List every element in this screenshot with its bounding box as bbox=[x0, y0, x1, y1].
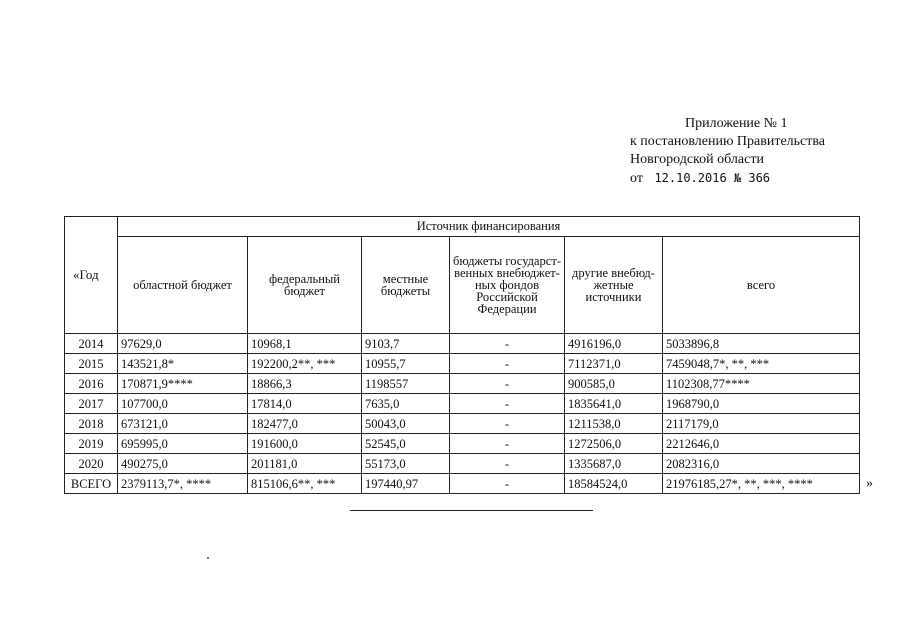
total-cell: 2212646,0 bbox=[663, 434, 860, 454]
year-cell: 2018 bbox=[65, 414, 118, 434]
local-cell: 10955,7 bbox=[362, 354, 450, 374]
state-funds-cell: - bbox=[450, 394, 565, 414]
column-header-federal: федеральный бюджет bbox=[248, 237, 362, 334]
total-cell: 5033896,8 bbox=[663, 334, 860, 354]
date-prefix: от bbox=[630, 171, 643, 186]
year-cell: 2014 bbox=[65, 334, 118, 354]
scan-speck bbox=[207, 557, 209, 559]
total-cell: 7459048,7*, **, *** bbox=[663, 354, 860, 374]
other-sources-cell: 18584524,0 bbox=[565, 474, 663, 494]
table-row bbox=[65, 474, 860, 494]
regional-cell: 97629,0 bbox=[118, 334, 248, 354]
financing-source-header: Источник финансирования bbox=[118, 217, 860, 237]
year-column-header: «Год bbox=[65, 217, 118, 334]
column-header-total: всего bbox=[663, 237, 860, 334]
appendix-decree-line: к постановлению Правительства bbox=[630, 134, 826, 149]
state-funds-cell: - bbox=[450, 414, 565, 434]
regional-cell: 107700,0 bbox=[118, 394, 248, 414]
table-row bbox=[65, 374, 860, 394]
regional-cell: 170871,9**** bbox=[118, 374, 248, 394]
local-cell: 52545,0 bbox=[362, 434, 450, 454]
other-sources-cell: 4916196,0 bbox=[565, 334, 663, 354]
other-sources-cell: 1211538,0 bbox=[565, 414, 663, 434]
total-cell: 2082316,0 bbox=[663, 454, 860, 474]
local-cell: 1198557 bbox=[362, 374, 450, 394]
federal-cell: 18866,3 bbox=[248, 374, 362, 394]
other-sources-cell: 1335687,0 bbox=[565, 454, 663, 474]
table-row bbox=[65, 354, 860, 374]
federal-cell: 10968,1 bbox=[248, 334, 362, 354]
year-cell: 2016 bbox=[65, 374, 118, 394]
separator-line bbox=[350, 510, 593, 511]
table-row bbox=[65, 414, 860, 434]
total-cell: 21976185,27*, **, ***, **** bbox=[663, 474, 860, 494]
other-sources-cell: 900585,0 bbox=[565, 374, 663, 394]
state-funds-cell: - bbox=[450, 374, 565, 394]
financing-table bbox=[64, 216, 860, 494]
state-funds-cell: - bbox=[450, 334, 565, 354]
year-cell: 2019 bbox=[65, 434, 118, 454]
appendix-region-line: Новгородской области bbox=[630, 152, 764, 167]
total-cell: 1102308,77**** bbox=[663, 374, 860, 394]
state-funds-cell: - bbox=[450, 474, 565, 494]
federal-cell: 17814,0 bbox=[248, 394, 362, 414]
column-headers bbox=[65, 237, 860, 334]
other-sources-cell: 7112371,0 bbox=[565, 354, 663, 374]
table-row bbox=[65, 454, 860, 474]
federal-cell: 815106,6**, *** bbox=[248, 474, 362, 494]
appendix-date-line bbox=[630, 169, 825, 188]
total-cell: 1968790,0 bbox=[663, 394, 860, 414]
state-funds-cell: - bbox=[450, 354, 565, 374]
appendix-heading bbox=[630, 115, 825, 188]
federal-cell: 182477,0 bbox=[248, 414, 362, 434]
regional-cell: 673121,0 bbox=[118, 414, 248, 434]
appendix-number: Приложение № 1 bbox=[685, 116, 788, 131]
year-cell: 2017 bbox=[65, 394, 118, 414]
other-sources-cell: 1835641,0 bbox=[565, 394, 663, 414]
local-cell: 9103,7 bbox=[362, 334, 450, 354]
federal-cell: 201181,0 bbox=[248, 454, 362, 474]
state-funds-cell: - bbox=[450, 434, 565, 454]
other-sources-cell: 1272506,0 bbox=[565, 434, 663, 454]
federal-cell: 191600,0 bbox=[248, 434, 362, 454]
table-row bbox=[65, 434, 860, 454]
regional-cell: 695995,0 bbox=[118, 434, 248, 454]
local-cell: 50043,0 bbox=[362, 414, 450, 434]
year-cell: 2015 bbox=[65, 354, 118, 374]
regional-cell: 143521,8* bbox=[118, 354, 248, 374]
local-cell: 7635,0 bbox=[362, 394, 450, 414]
federal-cell: 192200,2**, *** bbox=[248, 354, 362, 374]
local-cell: 197440,97 bbox=[362, 474, 450, 494]
decree-date: 12.10.2016 № 366 bbox=[654, 171, 771, 185]
column-header-local: местные бюджеты bbox=[362, 237, 450, 334]
table-row bbox=[65, 334, 860, 354]
regional-cell: 2379113,7*, **** bbox=[118, 474, 248, 494]
state-funds-cell: - bbox=[450, 454, 565, 474]
table-row bbox=[65, 394, 860, 414]
regional-cell: 490275,0 bbox=[118, 454, 248, 474]
year-cell: ВСЕГО bbox=[65, 474, 118, 494]
year-cell: 2020 bbox=[65, 454, 118, 474]
closing-quote: » bbox=[866, 476, 873, 491]
column-header-other-sources: другие внебюд-жетные источники bbox=[565, 237, 663, 334]
local-cell: 55173,0 bbox=[362, 454, 450, 474]
column-header-state-funds: бюджеты государст-венных внебюджет-ных фондов Российской Федерации bbox=[450, 237, 565, 334]
total-cell: 2117179,0 bbox=[663, 414, 860, 434]
column-header-regional: областной бюджет bbox=[118, 237, 248, 334]
